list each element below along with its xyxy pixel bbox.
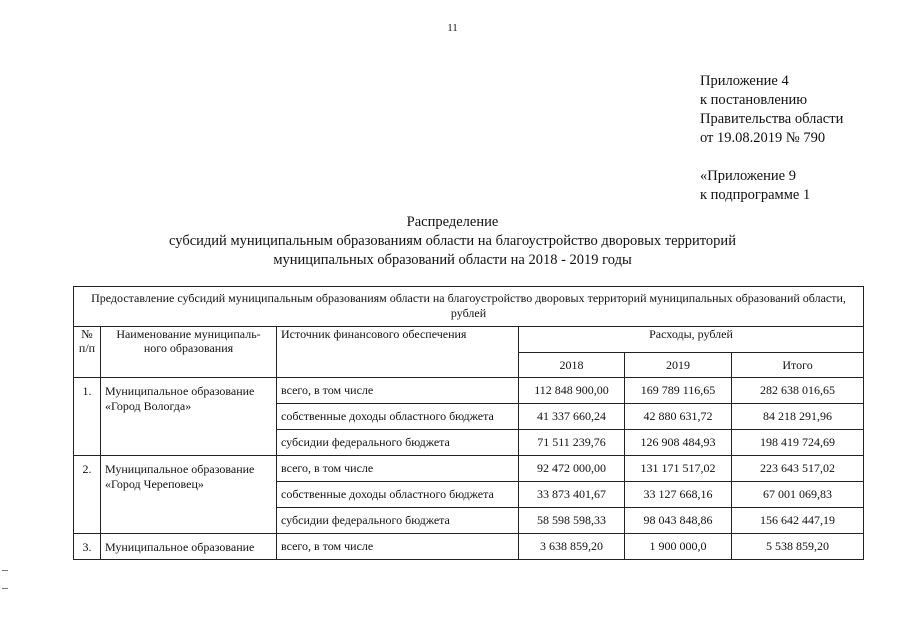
value-2018: 3 638 859,20 bbox=[519, 534, 625, 560]
appendix-block bbox=[700, 72, 843, 205]
title-line: субсидий муниципальным образованиям области на благоустройство дворовых территорий bbox=[169, 233, 736, 249]
source-cell: субсидии федерального бюджета bbox=[277, 508, 519, 534]
source-cell: субсидии федерального бюджета bbox=[277, 430, 519, 456]
page-number: 11 bbox=[447, 22, 458, 34]
value-total: 67 001 069,83 bbox=[732, 482, 864, 508]
document-title bbox=[0, 213, 905, 270]
value-2018: 58 598 598,33 bbox=[519, 508, 625, 534]
value-2018: 92 472 000,00 bbox=[519, 456, 625, 482]
value-total: 198 419 724,69 bbox=[732, 430, 864, 456]
appendix-line: к подпрограмме 1 bbox=[700, 187, 811, 203]
distribution-table bbox=[73, 286, 864, 560]
appendix-line: к постановлению bbox=[700, 92, 808, 108]
header-name: Наименование муниципаль-ного образования bbox=[101, 327, 277, 378]
header-no: № п/п bbox=[74, 327, 101, 378]
row-number: 3. bbox=[74, 534, 101, 560]
header-2018: 2018 bbox=[519, 353, 625, 378]
header-source: Источник финансового обеспечения bbox=[277, 327, 519, 378]
value-2019: 131 171 517,02 bbox=[625, 456, 732, 482]
source-cell: собственные доходы областного бюджета bbox=[277, 404, 519, 430]
value-2018: 71 511 239,76 bbox=[519, 430, 625, 456]
margin-mark bbox=[2, 570, 8, 571]
source-cell: всего, в том числе bbox=[277, 378, 519, 404]
margin-mark bbox=[2, 588, 8, 589]
table-row bbox=[74, 534, 864, 560]
source-cell: всего, в том числе bbox=[277, 456, 519, 482]
title-line: муниципальных образований области на 2018 - 2019 годы bbox=[273, 252, 632, 268]
header-total: Итого bbox=[732, 353, 864, 378]
value-2018: 112 848 900,00 bbox=[519, 378, 625, 404]
municipality-name: Муниципальное образование «Город Череповец» bbox=[101, 456, 277, 534]
table-row bbox=[74, 378, 864, 404]
appendix-line: «Приложение 9 bbox=[700, 168, 796, 184]
value-total: 282 638 016,65 bbox=[732, 378, 864, 404]
municipality-name: Муниципальное образование bbox=[101, 534, 277, 560]
value-2019: 42 880 631,72 bbox=[625, 404, 732, 430]
value-2018: 33 873 401,67 bbox=[519, 482, 625, 508]
row-number: 1. bbox=[74, 378, 101, 456]
header-2019: 2019 bbox=[625, 353, 732, 378]
title-line: Распределение bbox=[406, 214, 499, 230]
value-2019: 33 127 668,16 bbox=[625, 482, 732, 508]
row-number: 2. bbox=[74, 456, 101, 534]
value-2018: 41 337 660,24 bbox=[519, 404, 625, 430]
appendix-line: Правительства области bbox=[700, 111, 844, 127]
source-cell: собственные доходы областного бюджета bbox=[277, 482, 519, 508]
value-2019: 98 043 848,86 bbox=[625, 508, 732, 534]
appendix-line: от 19.08.2019 № 790 bbox=[700, 130, 826, 146]
value-2019: 126 908 484,93 bbox=[625, 430, 732, 456]
value-2019: 169 789 116,65 bbox=[625, 378, 732, 404]
value-total: 156 642 447,19 bbox=[732, 508, 864, 534]
table-caption: Предоставление субсидий муниципальным образованиям области на благоустройство дворовых территорий муниципальных образований области, рублей bbox=[74, 287, 864, 327]
value-total: 84 218 291,96 bbox=[732, 404, 864, 430]
value-2019: 1 900 000,0 bbox=[625, 534, 732, 560]
value-total: 223 643 517,02 bbox=[732, 456, 864, 482]
table-row bbox=[74, 456, 864, 482]
value-total: 5 538 859,20 bbox=[732, 534, 864, 560]
source-cell: всего, в том числе bbox=[277, 534, 519, 560]
header-expenses: Расходы, рублей bbox=[519, 327, 864, 353]
appendix-line: Приложение 4 bbox=[700, 73, 789, 89]
municipality-name: Муниципальное образование «Город Вологда» bbox=[101, 378, 277, 456]
